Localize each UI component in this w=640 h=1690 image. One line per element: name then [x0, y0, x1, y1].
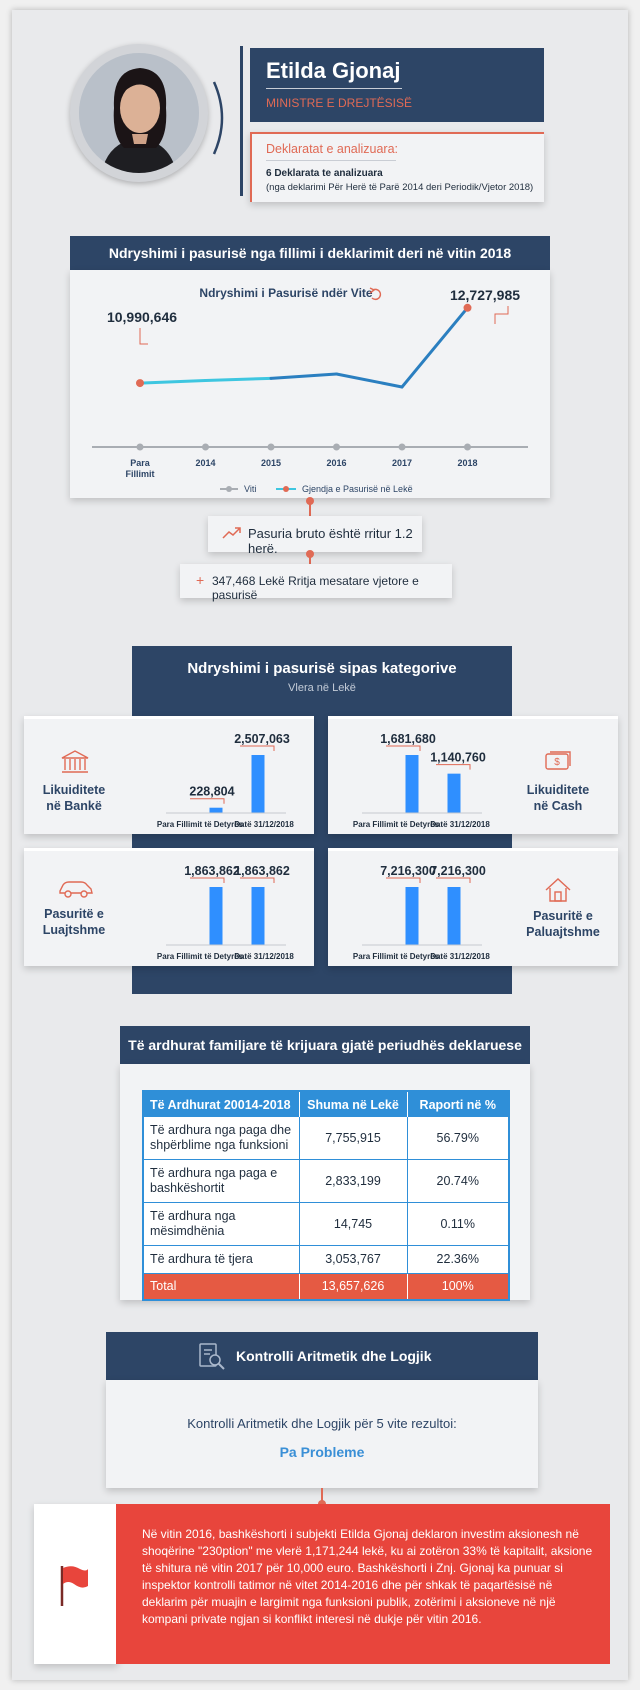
ratio-cell: 56.79%	[436, 1130, 479, 1145]
control-header	[106, 1332, 538, 1380]
income-table-body	[143, 1117, 509, 1274]
line-series	[136, 304, 472, 387]
profile-name: Etilda Gjonaj	[266, 58, 401, 83]
name-underline	[266, 88, 402, 89]
bar	[210, 808, 223, 813]
income-section-title	[120, 1026, 530, 1064]
line-segment	[271, 374, 337, 378]
amount-cell: 7,755,915	[299, 1117, 407, 1160]
income-type-cell: Të ardhura nga paga e bashkëshortit	[143, 1160, 299, 1203]
bar-value-label: 7,216,300	[380, 864, 436, 878]
bracket-decoration	[210, 80, 234, 156]
avg-growth-box	[180, 564, 452, 602]
declarations-card	[250, 132, 544, 202]
control-card	[106, 1380, 538, 1488]
bar-value-label: 1,863,862	[234, 864, 290, 878]
bar-category-label: Datë 31/12/2018	[234, 952, 294, 961]
bar-value-label: 1,140,760	[430, 750, 486, 765]
immovable-label-line1: Pasuritë e	[533, 909, 593, 923]
table-row	[143, 1203, 509, 1246]
immovable-bar-chart	[332, 851, 510, 969]
profile-role: MINISTRE E DREJTËSISË	[266, 96, 413, 110]
legend-years-label: Viti	[244, 484, 257, 494]
amount-cell: 14,745	[299, 1203, 407, 1246]
cash-card	[328, 716, 618, 834]
heading-underline	[266, 160, 396, 161]
income-type-cell: Të ardhura të tjera	[143, 1246, 299, 1274]
bank-label-line1: Likuiditete	[42, 783, 106, 797]
header-ratio: Raporti në %	[419, 1097, 496, 1112]
immovable-label-line2: Paluajtshme	[526, 925, 600, 939]
red-flag-icon	[54, 1562, 94, 1610]
x-tick-marker	[399, 444, 406, 451]
income-card	[120, 1064, 530, 1300]
x-tick-marker	[333, 444, 340, 451]
bar-value-label: 1,681,680	[380, 732, 436, 746]
bar-callout-line	[436, 878, 470, 883]
categories-subtitle: Vlera në Lekë	[288, 682, 356, 694]
x-tick-marker	[268, 444, 275, 451]
chart-legend	[220, 484, 413, 494]
start-callout-line	[140, 328, 148, 344]
control-text: Kontrolli Aritmetik dhe Logjik për 5 vite rezultoi:	[187, 1416, 457, 1431]
movable-label-line1: Pasuritë e	[44, 907, 104, 921]
trend-up-icon	[222, 526, 242, 540]
bank-card	[24, 716, 314, 834]
bar-category-label: Datë 31/12/2018	[430, 820, 490, 829]
income-table	[142, 1090, 510, 1301]
x-tick-label: Fillimit	[125, 469, 155, 479]
ratio-cell: 22.36%	[436, 1252, 479, 1266]
line-chart-svg	[70, 270, 550, 498]
x-tick-label: 2014	[195, 458, 216, 468]
control-result: Pa Probleme	[279, 1444, 365, 1460]
table-row	[143, 1117, 509, 1160]
declarations-range: (nga deklarimi Për Herë të Parë 2014 deri Periodik/Vjetor 2018)	[266, 182, 534, 193]
growth-text: Pasuria bruto është rritur 1.2 herë.	[248, 526, 413, 556]
legend-series-marker	[283, 486, 289, 492]
bar-value-label: 228,804	[189, 784, 235, 799]
total-amount: 13,657,626	[299, 1274, 407, 1300]
wealth-section-title	[70, 236, 550, 270]
ratio-cell: 20.74%	[436, 1173, 479, 1188]
immovable-card	[328, 848, 618, 966]
x-tick-label: 2017	[391, 458, 413, 468]
income-type-cell: Të ardhura nga paga dhe shpërblime nga funksioni	[143, 1117, 299, 1160]
bar-callout-line	[190, 799, 224, 804]
income-type-cell: Të ardhura nga mësimdhënia	[143, 1203, 299, 1246]
bar	[406, 755, 419, 813]
bar	[406, 887, 419, 945]
amount-cell: 2,833,199	[299, 1160, 407, 1203]
bar-category-label: Para Fillimit të Detyrës	[156, 952, 244, 961]
bar-category-label: Datë 31/12/2018	[430, 952, 490, 961]
header-income-type: Të Ardhurat 20014-2018	[143, 1091, 299, 1117]
control-title: Kontrolli Aritmetik dhe Logjik	[236, 1348, 432, 1364]
x-tick-label: Para	[130, 458, 150, 468]
plus-icon: +	[196, 572, 205, 588]
bar	[252, 755, 265, 813]
movable-bar-chart	[136, 851, 314, 969]
cash-bar-chart	[332, 719, 510, 837]
bar	[448, 887, 461, 945]
declarations-count: 6 Deklarata te analizuara	[266, 168, 383, 179]
line-segment	[140, 381, 206, 384]
movable-label-line2: Luajtshme	[42, 923, 106, 937]
bar-callout-line	[386, 746, 420, 751]
finding-box	[116, 1504, 610, 1664]
connector-dot-2	[306, 550, 314, 558]
bar-value-label: 1,863,862	[184, 864, 240, 878]
bar-callout-line	[386, 878, 420, 883]
bar	[252, 887, 265, 945]
growth-box	[208, 516, 422, 556]
cash-icon	[544, 749, 574, 775]
bar-category-label: Para Fillimit të Detyrës	[352, 952, 440, 961]
bar-category-label: Para Fillimit të Detyrës	[156, 820, 244, 829]
line-segment	[337, 374, 403, 387]
bar-category-label: Datë 31/12/2018	[234, 820, 294, 829]
bar-value-label: 7,216,300	[430, 864, 486, 878]
amount-cell: 3,053,767	[299, 1246, 407, 1274]
bar-callout-line	[240, 878, 274, 883]
ratio-cell: 0.11%	[440, 1216, 475, 1231]
declarations-heading: Deklaratat e analizuara:	[266, 142, 399, 156]
divider-line	[240, 46, 243, 196]
legend-series-label: Gjendja e Pasurisë në Lekë	[302, 484, 413, 494]
document-search-icon	[198, 1342, 226, 1372]
line-point	[464, 304, 472, 312]
x-tick-label: 2018	[457, 458, 478, 468]
finding-text: Në vitin 2016, bashkëshorti i subjekti Etilda Gjonaj deklaron investim aksionesh në shoqërine "230ption" me vlerë 1,171,244 lekë, ku ai zotëron 33% të kapitalit, aksione të shitura në vitin 2017 për 10,000 euro. Bashkëshorti i Znj. Gjonaj ka punuar si inspektor kontrolli tatimor në vitet 2014-2016 dhe për shkak të paqartësisë në deklarim për muajin e largimit nga funksioni publik, zotërimi i aksioneve në një kompani private ngjan si konflikt interesi në dukje për vitin 2016.	[142, 1527, 593, 1626]
cash-label-line2: në Cash	[533, 799, 583, 813]
categories-title: Ndryshimi i pasurisë sipas kategorive	[187, 660, 457, 677]
bar-category-label: Para Fillimit të Detyrës	[352, 820, 440, 829]
income-title-text: Të ardhurat familjare të krijuara gjatë periudhës deklaruese	[128, 1037, 522, 1053]
x-tick-label: 2016	[326, 458, 347, 468]
bank-bar-chart	[136, 719, 314, 837]
house-icon	[544, 877, 572, 903]
bar-callout-line	[190, 878, 224, 883]
wealth-section-title-text: Ndryshimi i pasurisë nga fillimi i deklarimit deri në vitin 2018	[108, 245, 512, 261]
x-tick-marker	[137, 444, 144, 451]
legend-years-marker	[226, 486, 232, 492]
cash-label-line1: Likuiditete	[526, 783, 590, 797]
end-callout-line	[495, 306, 508, 324]
bar-callout-line	[240, 746, 274, 751]
movable-card	[24, 848, 314, 966]
end-value-label: 12,727,985	[449, 287, 521, 303]
income-total-row	[143, 1274, 509, 1300]
profile-photo	[70, 44, 208, 182]
bar-value-label: 2,507,063	[234, 732, 290, 746]
bank-icon	[60, 749, 90, 775]
header-amount: Shuma në Lekë	[299, 1091, 407, 1117]
car-icon	[58, 877, 94, 899]
name-banner	[250, 48, 544, 122]
svg-text:$: $	[554, 757, 560, 768]
bar	[448, 774, 461, 813]
x-tick-label: 2015	[260, 458, 282, 468]
line-segment	[402, 308, 468, 387]
x-tick-marker	[202, 444, 209, 451]
table-row	[143, 1246, 509, 1274]
x-tick-marker	[464, 444, 471, 451]
connector-line-1	[309, 504, 311, 516]
x-axis-ticks	[126, 444, 478, 480]
finding-flag-card	[34, 1504, 118, 1664]
line-point	[136, 379, 144, 387]
start-value-label: 10,990,646	[106, 309, 178, 325]
infographic-page	[12, 10, 628, 1680]
table-row	[143, 1160, 509, 1203]
wealth-line-chart	[70, 270, 550, 498]
total-ratio: 100%	[441, 1279, 474, 1294]
total-label: Total	[143, 1274, 299, 1300]
portrait-icon	[70, 44, 208, 182]
bar-callout-line	[436, 765, 470, 770]
avg-growth-text: 347,468 Lekë Rritja mesatare vjetore e pasurisë	[212, 574, 419, 602]
bank-label-line2: në Bankë	[46, 799, 102, 813]
chart-title: Ndryshimi i Pasurisë ndër Vite	[199, 286, 373, 300]
line-segment	[206, 378, 272, 380]
income-header-row	[143, 1091, 509, 1117]
bar	[210, 887, 223, 945]
